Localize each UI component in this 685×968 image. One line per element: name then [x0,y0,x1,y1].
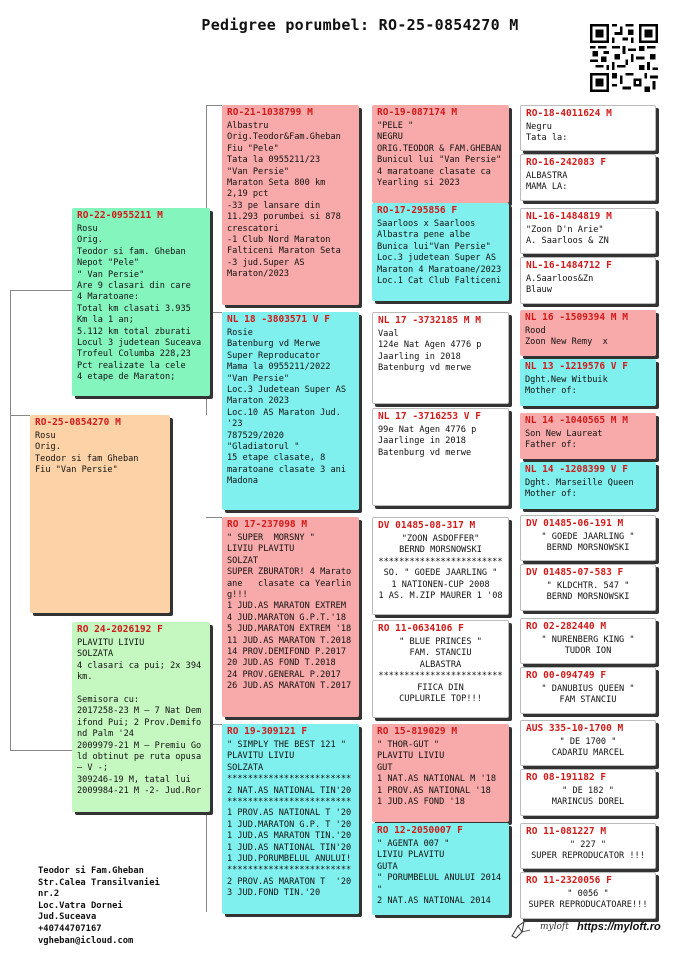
ring-number: NL-16-1484819 M [526,211,612,222]
text-line: Teodor si Fam.Gheban [38,866,144,876]
great-great-grandparent-card[interactable] [520,872,656,919]
text-line: 5 JUD.MARATON EXTREM '18 [227,624,352,635]
bird-details [520,429,656,452]
text-line: "Gladiatorul " [227,442,300,453]
text-line: ************************ [227,797,352,808]
great-grandparent-card[interactable] [372,203,509,301]
ring-number: RO 08-191182 F [526,772,607,783]
text-line: ALBASTRA [526,171,568,181]
ring-number: NL 14 -1040565 M M [525,415,628,426]
text-line: Rosu [77,224,98,234]
text-line: 4 Maratoane: [77,292,140,303]
text-line: nr.2 [38,889,60,900]
bird-details [521,581,655,604]
text-line: SOLZATA [77,649,114,660]
bird-details [521,889,655,912]
dam-dam-details [222,740,359,900]
text-line: Jaarlinge in 2018 [378,436,466,447]
text-line: Super Reproducator [227,350,321,361]
text-line: Saarloos x Saarloos [377,219,476,229]
text-line: ifond Pui; 2 Prov.Demifo [77,717,202,728]
ring-number: NL 16 -1509394 M M [525,312,628,323]
text-line: Maraton 2023 [227,396,290,407]
text-line: FAM STANCIU [559,695,617,706]
text-line: " [377,884,383,895]
text-line: GUTA [377,861,398,872]
text-line: SOLZAT [227,555,259,566]
text-line: km. [77,672,93,683]
ring-number: NL-16-1484712 F [526,260,612,271]
text-line: 99e Nat Agen 4776 p [378,425,477,435]
text-line: +40744707167 [38,923,102,934]
text-line: Are 9 clasari din care [77,281,191,292]
dam-dam-card[interactable] [222,724,359,914]
text-line: " 0056 " [567,889,609,899]
ring-number: RO 02-282440 M [526,621,607,632]
text-line: Trofeul Columba 228,23 [77,349,191,360]
sire-sire-ring: RO-21-1038799 M [227,107,313,118]
text-line: Batenburg vd Merwe [227,339,321,350]
text-line: NEGRU [377,132,403,143]
bird-details [520,478,656,501]
text-line: LIVIU PLAVITU [377,850,445,861]
text-line: Jud.Suceava [38,912,97,923]
text-line: Blauw [526,285,552,296]
text-line: " THOR-GUT " [377,740,440,750]
text-line: Loc.3 judetean Super AS [377,253,496,264]
text-line: BERND MORSNOWSKI [399,545,482,556]
ring-number: RO 11-0634106 F [378,623,464,634]
text-line: MARINCUS DOREL [551,797,625,808]
text-line: 1 NATIONEN-CUP 2008 [391,579,490,590]
text-line: GUT [377,762,393,773]
text-line: 15 etape clasate, 8 [227,453,326,464]
text-line: Bunica lui"Van Persie" [377,241,491,252]
connector-line [10,290,11,750]
text-line: " PORUMBELUL ANULUI 2014 [377,873,502,884]
text-line: PLAVITU LIVIU [377,751,445,762]
text-line: ORIG.TEODOR & FAM.GHEBAN [377,143,502,154]
great-grandparent-card[interactable] [372,312,509,404]
text-line: Dght.New Witbuik [525,375,608,385]
text-line: FIICA DIN [417,682,464,693]
bird-details [372,740,509,808]
ring-number: AUS 335-10-1700 M [526,723,624,734]
text-line: 1 JUD.AS NATIONAL TIN'20 [227,842,352,853]
text-line: Loc.3 Judetean Super AS [227,385,346,396]
text-line: g!!! [227,590,248,601]
bird-details [521,171,655,194]
text-line: ************************ [227,774,352,785]
text-line: LIVIU PLAVITU [227,544,295,555]
great-great-grandparent-card[interactable] [520,720,656,766]
text-line: ************************ [378,671,503,682]
text-line: 11 JUD.AS MARATON T.2018 [227,635,352,646]
great-great-grandparent-card[interactable] [520,462,656,509]
text-line: TUDOR ION [564,646,612,657]
ring-number: RO 00-094749 F [526,670,607,681]
great-great-grandparent-card[interactable] [520,515,656,561]
text-line: 1 JUD.AS FOND '18 [377,797,465,808]
text-line: Bunicul lui "Van Persie" [377,155,502,166]
text-line: Yearling si 2023 [377,178,460,189]
bird-details [521,225,655,248]
bird-details [373,534,508,602]
text-line: Teodor si fam. Gheban [77,246,186,257]
connector-line [10,290,72,291]
text-line: maratoane clasate 3 ani [227,464,346,475]
text-line: SUPER ZBURATOR! 4 Marato [227,567,352,578]
text-line: Loc.1 Cat Club Falticeni [377,276,502,287]
text-line: 1 JUD.PORUMBELUL ANULUI! [227,854,352,865]
great-great-grandparent-card[interactable] [520,413,656,459]
text-line: 4 maratoane clasate ca [377,166,491,177]
connector-line [206,517,222,518]
text-line: Loc.10 AS Maraton Jud. [227,407,341,418]
text-line: 1 JUD.MARATON G.P. T '20 [227,819,352,830]
text-line: " AGENTA 007 " [377,839,450,849]
text-line: "Zoon D'n Arie" [526,225,604,235]
text-line: Tata la 0955211/23 [227,155,321,166]
great-grandparent-card[interactable] [372,408,509,506]
text-line: ************************ [378,556,503,567]
text-line: 20 JUD.AS FOND T.2018 [227,658,336,669]
text-line: 2 NAT.AS NATIONAL TIN'20 [227,785,352,796]
connector-line [206,105,222,106]
text-line: " NURENBERG KING " [541,635,635,645]
dam-sire-details [222,533,359,693]
text-line: Mother of: [525,386,577,397]
ring-number: RO 11-081227 M [526,826,607,837]
dam-ring: RO 24-2026192 F [77,624,163,635]
bird-details [521,635,655,658]
text-line: 14 PROV.DEMIFOND P.2017 [227,647,346,658]
text-line: 4 clasari ca pui; 2x 394 [77,660,202,671]
text-line: 1 AS. M.ZIP MAURER 1 '08 [378,591,503,602]
text-line: SO. " GOEDE JAARLING " [383,568,498,579]
bird-details [372,121,509,189]
ring-number: NL 17 -3732185 M M [378,315,481,326]
bird-details [521,532,655,555]
text-line: BERND MORSNOWSKI [546,592,630,603]
dam-dam-ring: RO 19-309121 F [227,726,308,737]
dam-details [72,638,210,798]
great-grandparent-card[interactable] [372,105,509,203]
dam-card[interactable] [72,622,210,812]
text-line: – V -; [77,763,109,774]
sire-dam-ring: NL 18 -3803571 V F [227,314,330,325]
text-line: PLAVITU LIVIU [77,638,145,648]
text-line: 2017258-23 M – 7 Nat Dem [77,706,202,717]
text-line: Locul 3 judetean Suceava [77,338,202,349]
text-line: Nepot "Pele" [77,258,140,269]
text-line: 4 etape de Maraton; [77,372,176,383]
bird-details [372,219,509,287]
great-great-grandparent-card[interactable] [520,667,656,714]
great-great-grandparent-card[interactable] [520,769,656,816]
connector-line [10,415,30,416]
bird-details [373,637,508,705]
bird-details [521,274,655,297]
text-line: Orig. [77,235,103,246]
great-grandparent-card[interactable] [372,517,509,615]
text-line: ************************ [227,865,352,876]
text-line: " DE 1700 " [559,737,617,747]
text-line: Rosie [227,328,253,338]
text-line: "Van Persie" [227,373,290,384]
text-line: 4 JUD.MARATON G.P.T.'18 [227,612,346,623]
great-great-grandparent-card[interactable] [520,310,656,356]
text-line: ld obtinut pe ruta opusa [77,752,202,763]
bird-details [373,329,508,375]
text-line: Total km clasati 3.935 [77,303,191,314]
text-line: Fiu "Pele" [227,143,279,154]
text-line: A. Saarloos & ZN [526,236,609,247]
ring-number: NL 13 -1219576 V F [525,361,628,372]
text-line: ALBASTRA [419,659,462,670]
text-line: ane clasate ca Yearlin [227,578,352,589]
text-line: "Van Persie" [227,166,290,177]
text-line: Mama la 0955211/2022 [227,362,331,373]
bird-details [521,737,655,760]
text-line: 309246-19 M, tatal lui [77,774,191,785]
text-line: crescatori [227,223,279,234]
great-grandparent-card[interactable] [372,823,509,915]
text-line: Jaarling in 2018 [378,351,461,362]
great-great-grandparent-card[interactable] [520,359,656,406]
text-line: 124e Nat Agen 4776 p [378,340,482,351]
text-line: SUPER REPRODUCATOR !!! [531,851,645,862]
ring-number: DV 01485-06-191 M [526,518,624,529]
great-great-grandparent-card[interactable] [520,154,656,201]
bird-details [521,840,655,863]
text-line: A.Saarloos&Zn [526,274,594,284]
text-line: Maraton Seta 800 km [227,178,326,189]
text-line: Father of: [525,440,577,451]
text-line: 787529/2020 [227,430,284,441]
text-line [77,684,205,695]
ring-number: DV 01485-08-317 M [378,520,476,531]
text-line: Negru [526,122,552,132]
great-great-grandparent-card[interactable] [520,564,656,611]
text-line: 24 PROV.GENERAL P.2017 [227,669,341,680]
ring-number: RO-19-087174 M [377,107,458,118]
subject-ring: RO-25-0854270 M [35,417,121,428]
text-line: Teodor si fam Gheban [35,453,139,464]
text-line: 5.112 km total zburati [77,326,191,337]
text-line: Mother of: [525,489,577,500]
text-line: "PELE " [377,121,414,131]
sire-ring: RO-22-0955211 M [77,210,163,221]
text-line: Albastra pene albe [377,230,471,241]
sire-sire-details [222,121,359,281]
ring-number: NL 17 -3716253 V F [378,411,481,422]
qr-code [590,24,658,92]
text-line: 2,19 pct [227,189,269,200]
connector-line [10,750,72,751]
text-line: '23 [227,419,243,430]
text-line: Falticeni Maraton Seta [227,246,341,257]
text-line: Zoon New Remy x [525,337,608,348]
text-line: Loc.Vatra Dornei [38,900,123,911]
text-line: 2009979-21 M – Premiu Go [77,740,202,751]
text-line: -3 jud.Super AS [227,257,305,268]
text-line: Son New Laureat [525,429,603,439]
text-line: Batenburg vd merwe [378,447,472,458]
bird-details [521,684,655,707]
text-line: Rood [525,326,546,336]
dam-sire-ring: RO 17-237098 M [227,519,308,530]
text-line: " 227 " [569,840,607,850]
great-great-grandparent-card[interactable] [520,105,656,151]
myloft-logo-text: myloft [540,922,569,932]
dam-sire-card[interactable] [222,517,359,717]
text-line: SOLZATA [227,762,264,773]
text-line: PLAVITU LIVIU [227,751,295,762]
sire-dam-details [222,328,359,488]
text-line: Albastru [227,121,269,131]
text-line: CUPLURILE TOP!!! [399,694,482,705]
great-great-grandparent-card[interactable] [520,208,656,254]
website-link[interactable]: https://myloft.ro [577,921,661,933]
text-line: Orig. [35,442,61,453]
text-line: Tata la: [526,133,568,144]
ring-number: DV 01485-07-583 F [526,567,624,578]
text-line: Dght. Marseille Queen [525,478,634,488]
text-line: " BLUE PRINCES " [399,637,482,647]
text-line: Vaal [378,329,399,339]
text-line: Batenburg vd merwe [378,363,472,374]
text-line: " KLDCHTR. 547 " [546,581,630,591]
text-line: -1 Club Nord Maraton [227,235,331,246]
text-line: 1 PROV.AS NATIONAL '18 [377,785,491,796]
text-line: CADARIU MARCEL [551,748,625,759]
text-line: 3 JUD.FOND TIN.'20 [227,888,321,899]
text-line: 26 JUD.AS MARATON T.2017 [227,681,352,692]
page-title: Pedigree porumbel: RO-25-0854270 M [201,16,519,34]
sire-sire-card[interactable] [222,105,359,305]
subject-details [30,431,170,477]
text-line: Orig.Teodor&Fam.Gheban [227,132,341,143]
text-line: MAMA LA: [526,182,568,193]
bird-details [521,786,655,809]
text-line: 2 PROV.AS MARATON T '20 [227,876,352,887]
text-line: " Van Persie" [77,269,145,280]
bird-details [520,326,656,349]
great-great-grandparent-card[interactable] [520,257,656,304]
text-line: Maraton/2023 [227,269,290,280]
ring-number: RO 15-819029 M [377,726,458,737]
text-line: " DANUBIUS QUEEN " [541,684,635,694]
text-line: " SIMPLY THE BEST 121 " [227,740,346,750]
text-line: Rosu [35,431,56,441]
text-line: Str.Calea Transilvaniei [38,877,160,888]
text-line: Madona [227,476,259,487]
bird-details [520,375,656,398]
text-line: "ZOON ASDOFFER" [401,534,480,544]
subject-card[interactable] [30,415,170,613]
sire-dam-card[interactable] [222,312,359,510]
text-line: Fiu "Van Persie" [35,465,118,476]
bird-details [521,122,655,145]
text-line: 2 NAT.AS NATIONAL 2014 [377,896,491,907]
text-line: FAM. STANCIU [409,648,472,659]
text-line: vgheban@icloud.com [38,935,134,946]
ring-number: RO 12-2050007 F [377,825,463,836]
text-line: nd Palm '24 [77,729,134,740]
ring-number: RO-17-295856 F [377,205,458,216]
great-grandparent-card[interactable] [372,724,509,822]
text-line: 2009984-21 M -2- Jud.Ror [77,786,202,797]
text-line: Km la 1 an; [77,315,134,326]
sire-details [72,224,210,384]
bird-details [372,839,509,907]
text-line: 1 PROV.AS NATIONAL T '20 [227,808,352,819]
text-line: Maraton 4 Maratoane/2023 [377,264,502,275]
text-line: 1 JUD.AS MARATON EXTREM [227,601,346,612]
great-great-grandparent-card[interactable] [520,823,656,869]
text-line: -33 pe lansare din [227,200,321,211]
bird-details [373,425,508,459]
text-line: " DE 182 " [562,786,614,796]
ring-number: RO-18-4011624 M [526,108,612,119]
sire-card[interactable] [72,208,210,396]
breeder-contact [38,866,160,947]
ring-number: NL 14 -1208399 V F [525,464,628,475]
text-line: 11.293 porumbei si 878 [227,212,341,223]
text-line: SUPER REPRODUCATOARE!!! [528,900,648,911]
ring-number: RO-16-242083 F [526,157,607,168]
text-line: Semisora cu: [77,695,140,706]
text-line: BERND MORSNOWSKI [546,543,630,554]
great-great-grandparent-card[interactable] [520,618,656,664]
text-line: Pct realizate la cele [77,360,186,371]
text-line: 1 NAT.AS NATIONAL M '18 [377,774,496,785]
text-line: " GOEDE JAARLING " [541,532,635,542]
ring-number: RO 11-2320056 F [526,875,612,886]
great-grandparent-card[interactable] [372,620,509,718]
text-line: 1 JUD.AS MARATON TIN.'20 [227,831,352,842]
text-line: " SUPER MORSNY " [227,533,315,543]
